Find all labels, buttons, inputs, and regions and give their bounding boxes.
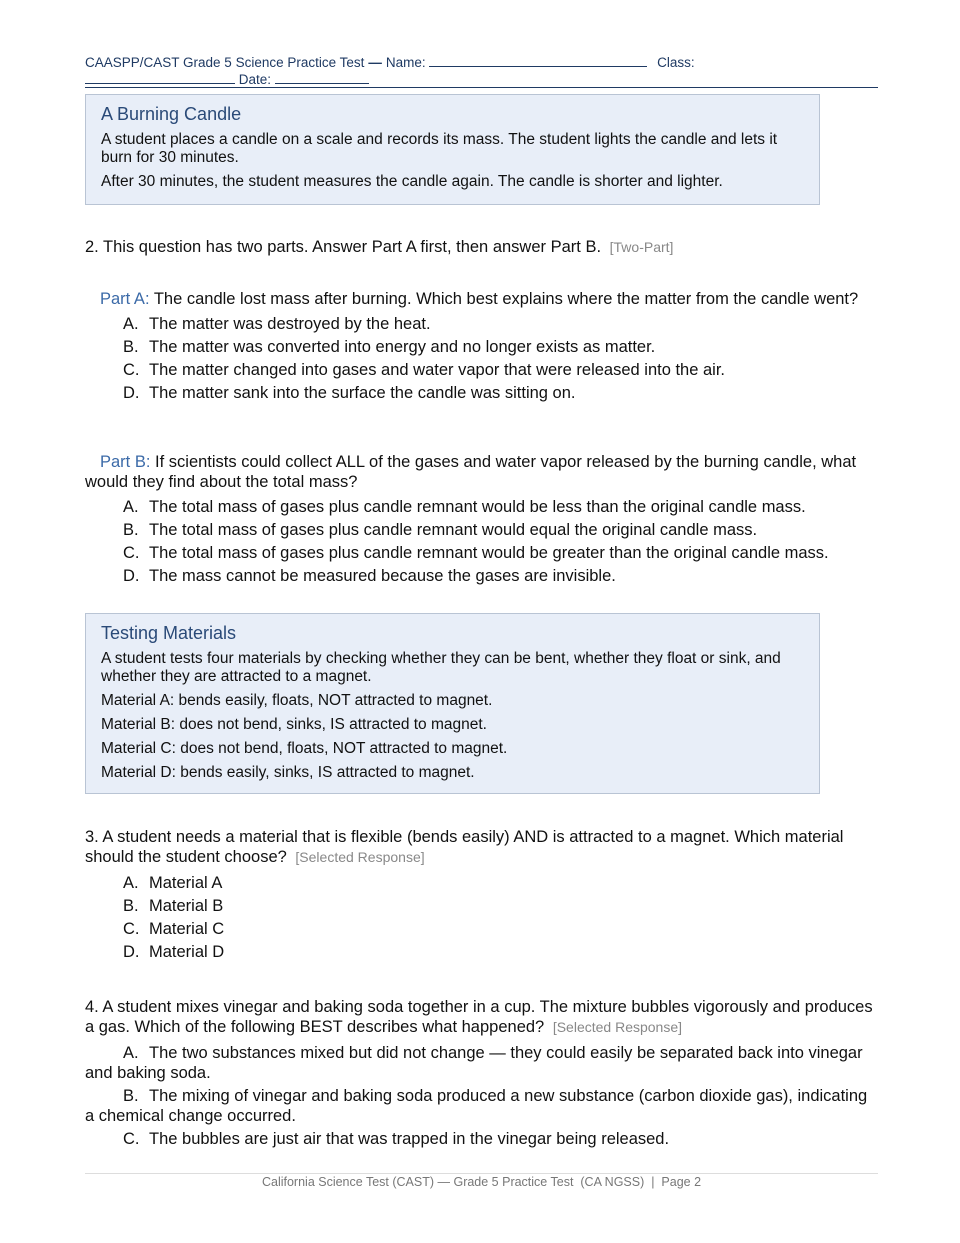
option-text: The bubbles are just air that was trapped in the vinegar being released. [149, 1130, 670, 1148]
answer-options [85, 872, 875, 964]
option-letter: B. [123, 521, 139, 539]
option-letter: C. [123, 544, 140, 562]
option-text: The matter sank into the surface the candle was sitting on. [149, 384, 576, 402]
option-letter: B. [123, 338, 139, 356]
option-text: The total mass of gases plus candle remnant would be greater than the original candle mass. [149, 544, 829, 562]
answer-option[interactable] [85, 359, 875, 382]
part-a-text: The candle lost mass after burning. Which best explains where the matter from the candle went? [153, 290, 859, 308]
option-text: The two substances mixed but did not change — they could easily be separated back into vinegar and baking soda. [85, 1044, 863, 1082]
option-text: The matter changed into gases and water vapor that were released into the air. [149, 361, 726, 379]
question-text: 2. This question has two parts. Answer Part A first, then answer Part B. [85, 238, 602, 256]
stimulus-paragraph: A student tests four materials by checking whether they can be bent, whether they float or sink, and whether they are attracted to a magnet. [101, 650, 781, 685]
answer-option[interactable] [85, 565, 875, 588]
header-line-2 [85, 71, 369, 88]
question-text: 3. A student needs a material that is flexible (bends easily) AND is attracted to a magnet. Which material should the student choose? [85, 828, 844, 866]
footer-text: California Science Test (CAST) — Grade 5 Practice Test (CA NGSS) | Page 2 [261, 1175, 702, 1189]
date-blank[interactable] [275, 72, 369, 84]
option-letter: D. [123, 567, 140, 585]
option-text: The matter was destroyed by the heat. [149, 315, 431, 333]
page-header [85, 54, 878, 88]
option-letter: B. [123, 897, 139, 915]
material-line: Material B: does not bend, sinks, IS attracted to magnet. [101, 716, 487, 733]
option-text: Material C [149, 920, 225, 938]
page-footer [85, 1173, 878, 1189]
stimulus-paragraph: After 30 minutes, the student measures the candle again. The candle is shorter and lighter. [101, 173, 723, 190]
option-letter: A. [123, 315, 139, 333]
option-text: The total mass of gases plus candle remnant would equal the original candle mass. [149, 521, 758, 539]
option-text: Material D [149, 943, 225, 961]
answer-option[interactable] [85, 496, 875, 519]
test-title: CAASPP/CAST Grade 5 Science Practice Test [85, 55, 365, 70]
answer-option[interactable] [85, 382, 875, 405]
question-type-tag: [Selected Response] [552, 1019, 683, 1035]
answer-option[interactable] [85, 519, 875, 542]
option-text: The mass cannot be measured because the gases are invisible. [149, 567, 616, 585]
question-3 [85, 827, 875, 964]
stimulus-box-candle [85, 94, 820, 205]
option-letter: D. [123, 943, 140, 961]
option-letter: A. [123, 498, 139, 516]
date-label: Date: [238, 72, 272, 87]
answer-option[interactable] [85, 1086, 875, 1126]
material-line: Material D: bends easily, sinks, IS attracted to magnet. [101, 764, 475, 781]
header-dash: — [368, 55, 382, 70]
answer-option[interactable] [85, 872, 875, 895]
option-text: The total mass of gases plus candle remnant would be less than the original candle mass. [149, 498, 806, 516]
name-label: Name: [385, 55, 426, 70]
question-type-tag: [Two-Part] [609, 239, 674, 255]
option-letter: D. [123, 384, 140, 402]
question-2-stem [85, 237, 875, 257]
option-letter: C. [123, 1130, 140, 1148]
stimulus-title: A Burning Candle [101, 104, 242, 124]
question-4 [85, 997, 875, 1149]
answer-option[interactable] [85, 1129, 875, 1149]
part-b-label: Part B: [100, 453, 151, 471]
question-text: 4. A student mixes vinegar and baking soda together in a cup. The mixture bubbles vigorously and produces a gas. Which of the following BEST describes what happened? [85, 998, 873, 1036]
answer-option[interactable] [85, 542, 875, 565]
material-line: Material A: bends easily, floats, NOT attracted to magnet. [101, 692, 493, 709]
stimulus-title: Testing Materials [101, 623, 237, 643]
option-text: Material B [149, 897, 224, 915]
class-blank[interactable] [85, 72, 235, 84]
option-text: The mixing of vinegar and baking soda produced a new substance (carbon dioxide gas), indicating a chemical change occurred. [85, 1087, 868, 1125]
question-2-part-b [85, 452, 875, 588]
answer-option[interactable] [85, 918, 875, 941]
option-letter: C. [123, 361, 140, 379]
option-letter: C. [123, 920, 140, 938]
answer-option[interactable] [85, 941, 875, 964]
stimulus-box-materials [85, 613, 820, 794]
answer-option[interactable] [85, 1043, 875, 1083]
option-letter: B. [123, 1087, 139, 1105]
material-line: Material C: does not bend, floats, NOT attracted to magnet. [101, 740, 508, 757]
option-text: Material A [149, 874, 223, 892]
header-line-1 [85, 54, 755, 71]
answer-option[interactable] [85, 336, 875, 359]
answer-options [85, 496, 875, 588]
name-blank[interactable] [429, 55, 647, 67]
part-a-label: Part A: [100, 290, 150, 308]
option-letter: A. [123, 874, 139, 892]
question-type-tag: [Selected Response] [295, 849, 425, 865]
answer-option[interactable] [85, 895, 875, 918]
answer-options [85, 313, 875, 405]
option-letter: A. [123, 1044, 139, 1062]
answer-option[interactable] [85, 313, 875, 336]
question-2-part-a [85, 289, 875, 405]
option-text: The matter was converted into energy and no longer exists as matter. [149, 338, 656, 356]
stimulus-paragraph: A student places a candle on a scale and records its mass. The student lights the candle and lets it burn for 30 minutes. [101, 131, 778, 166]
class-label: Class: [657, 55, 695, 70]
part-b-text: If scientists could collect ALL of the gases and water vapor released by the burning candle, what would they find about the total mass? [85, 453, 857, 491]
